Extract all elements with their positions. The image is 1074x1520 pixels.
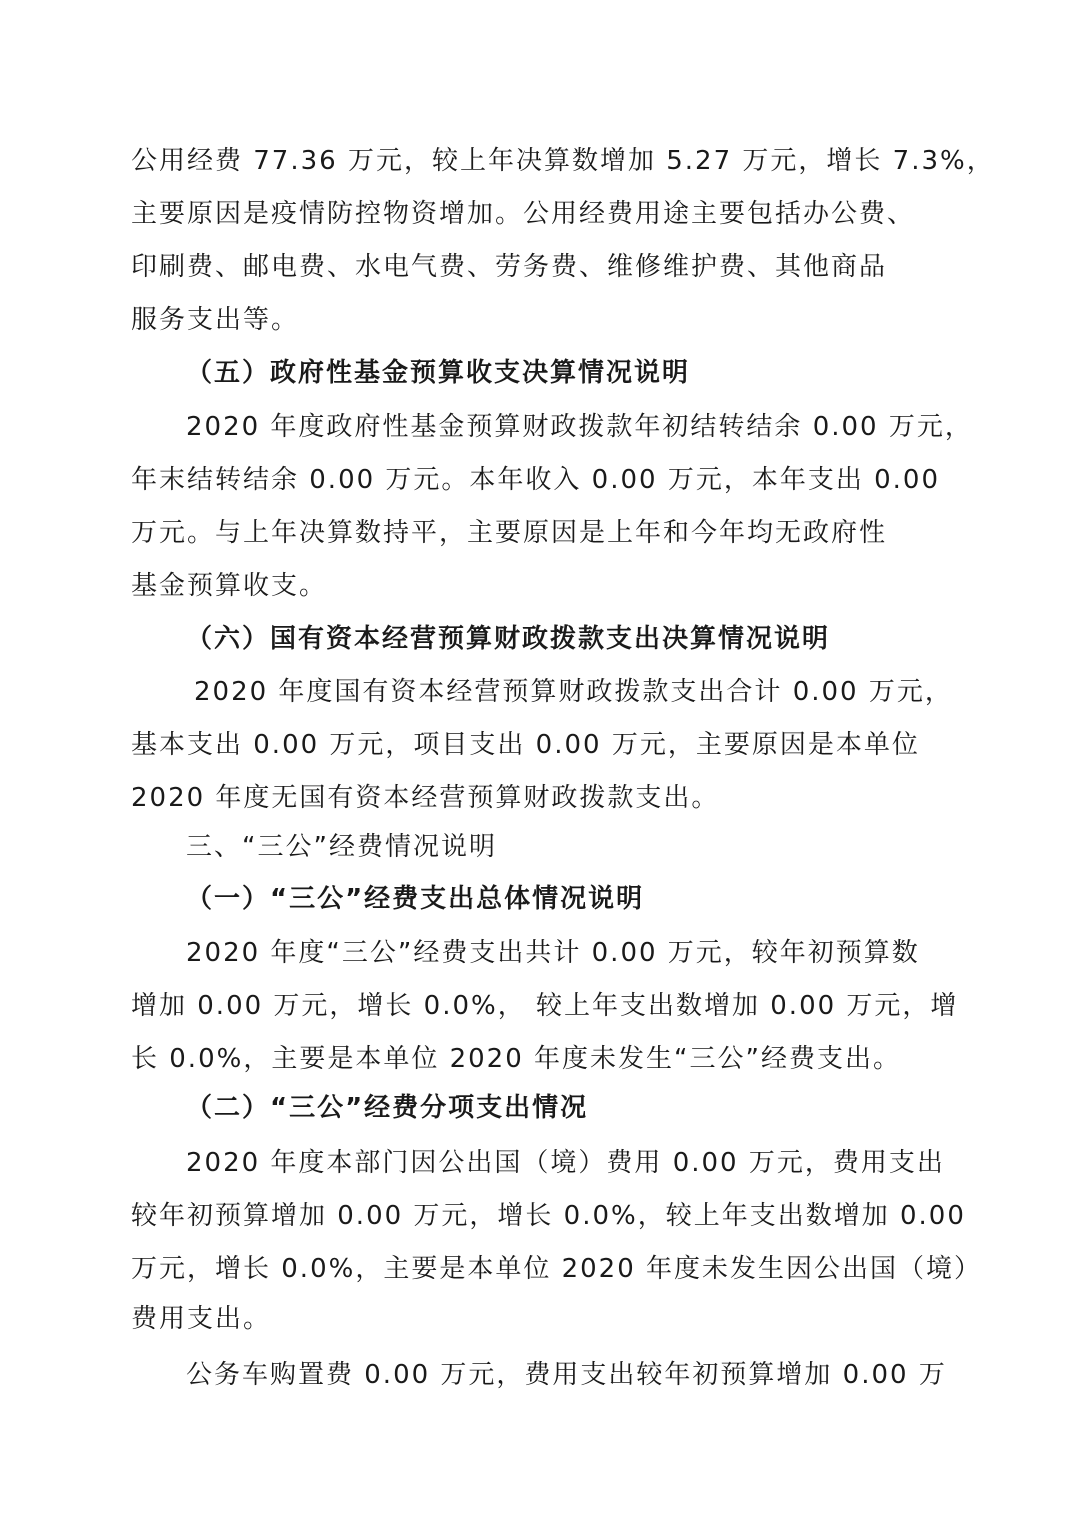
section-heading-3-2: （二）“三公”经费分项支出情况 — [186, 1093, 589, 1123]
paragraph-line: 印刷费、邮电费、水电气费、劳务费、维修维护费、其他商品 — [131, 252, 888, 282]
section-heading-6: （六）国有资本经营预算财政拨款支出决算情况说明 — [186, 624, 831, 654]
paragraph-line: 公务车购置费 0.00 万元，费用支出较年初预算增加 0.00 万 — [186, 1360, 947, 1390]
section-heading-5: （五）政府性基金预算收支决算情况说明 — [186, 358, 691, 388]
paragraph-line: 增加 0.00 万元，增长 0.0%， 较上年支出数增加 0.00 万元，增 — [131, 991, 959, 1021]
paragraph-line: 2020 年度无国有资本经营预算财政拨款支出。 — [131, 783, 720, 813]
paragraph-line: 基本支出 0.00 万元，项目支出 0.00 万元，主要原因是本单位 — [131, 730, 920, 760]
paragraph-line: 万元，增长 0.0%，主要是本单位 2020 年度未发生因公出国（境） — [131, 1254, 983, 1284]
paragraph-line: 2020 年度“三公”经费支出共计 0.00 万元，较年初预算数 — [186, 938, 920, 968]
section-heading-3-1: （一）“三公”经费支出总体情况说明 — [186, 884, 645, 914]
paragraph-line: 费用支出。 — [131, 1304, 272, 1334]
paragraph-line: 主要原因是疫情防控物资增加。公用经费用途主要包括办公费、 — [131, 199, 916, 229]
paragraph-line: 公用经费 77.36 万元，较上年决算数增加 5.27 万元，增长 7.3%， — [131, 146, 995, 176]
chapter-heading-3: 三、“三公”经费情况说明 — [186, 832, 497, 862]
paragraph-line: 2020 年度政府性基金预算财政拨款年初结转结余 0.00 万元， — [186, 412, 973, 442]
paragraph-line: 万元。与上年决算数持平，主要原因是上年和今年均无政府性 — [131, 518, 888, 548]
paragraph-line: 2020 年度国有资本经营预算财政拨款支出合计 0.00 万元， — [194, 677, 953, 707]
paragraph-line: 较年初预算增加 0.00 万元，增长 0.0%，较上年支出数增加 0.00 — [131, 1201, 966, 1231]
paragraph-line: 长 0.0%，主要是本单位 2020 年度未发生“三公”经费支出。 — [131, 1044, 901, 1074]
paragraph-line: 年末结转结余 0.00 万元。本年收入 0.00 万元，本年支出 0.00 — [131, 465, 940, 495]
paragraph-line: 基金预算收支。 — [131, 571, 328, 601]
paragraph-line: 服务支出等。 — [131, 305, 300, 335]
paragraph-line: 2020 年度本部门因公出国（境）费用 0.00 万元，费用支出 — [186, 1148, 945, 1178]
